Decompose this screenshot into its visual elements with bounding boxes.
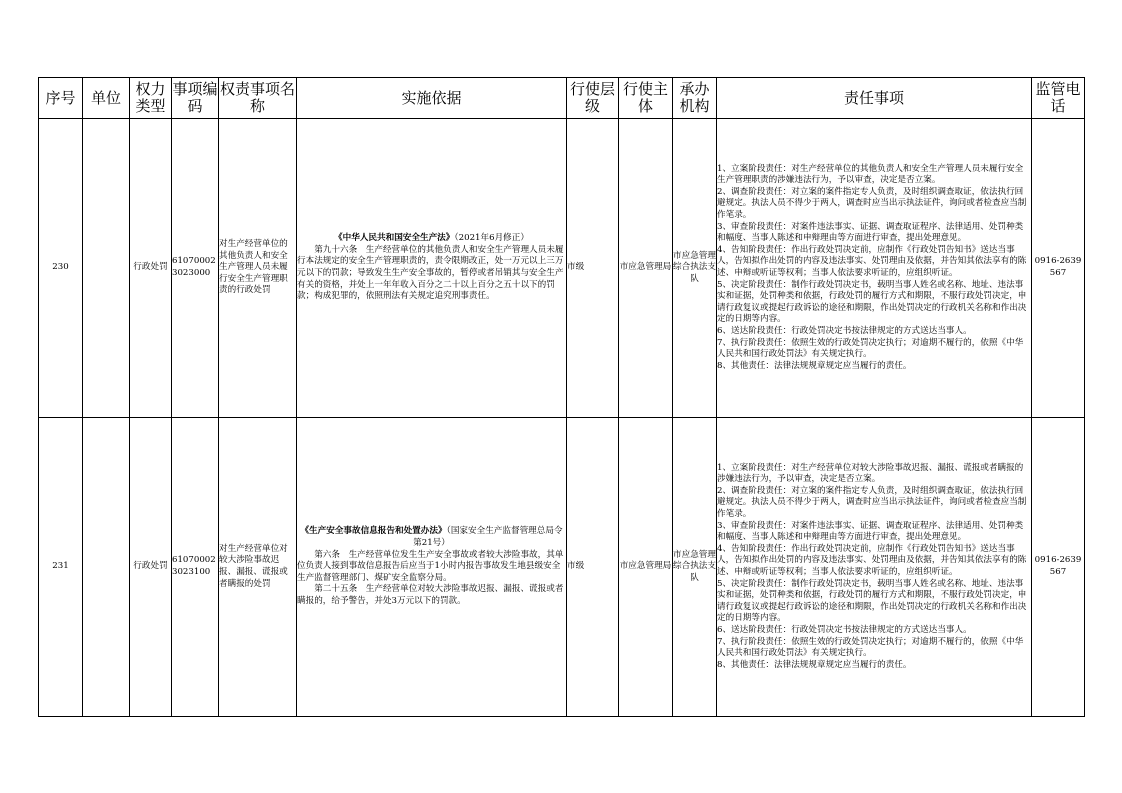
header-phone: 监管电话 bbox=[1032, 78, 1085, 119]
cell-level: 市级 bbox=[567, 418, 619, 717]
header-row bbox=[39, 78, 1085, 119]
basis-law-title: 《生产安全事故信息报告和处置办法》（国家安全生产监督管理总局令第21号） bbox=[300, 526, 563, 549]
power-list-table bbox=[38, 77, 1085, 717]
cell-item-code: 610700023023100 bbox=[172, 418, 219, 717]
header-level: 行使层级 bbox=[567, 78, 619, 119]
responsibility-item: 5、决定阶段责任：制作行政处罚决定书，载明当事人姓名或名称、地址、违法事实和证据，处罚种类和依据，行政处罚的履行方式和期限，不服行政处罚决定，申请行政复议或提起行政诉讼的途径和期限，作出处罚决定的行政机关名称和作出决定的日期等内容。 bbox=[717, 578, 1027, 624]
table-row bbox=[39, 418, 1085, 717]
responsibility-item: 1、立案阶段责任：对生产经营单位对较大涉险事故迟报、漏报、谎报或者瞒报的涉嫌违法行为，予以审查，决定是否立案。 bbox=[717, 462, 1024, 485]
cell-subject: 市应急管理局 bbox=[619, 119, 673, 418]
cell-agency: 市应急管理综合执法支队 bbox=[673, 418, 717, 717]
basis-law-title: 《中华人民共和国安全生产法》（2021年6月修正） bbox=[334, 233, 529, 244]
header-seq: 序号 bbox=[39, 78, 83, 119]
responsibility-item: 6、送达阶段责任：行政处罚决定书按法律规定的方式送达当事人。 bbox=[717, 325, 972, 336]
cell-responsibility bbox=[717, 418, 1032, 717]
cell-power-type: 行政处罚 bbox=[130, 418, 172, 717]
responsibility-item: 7、执行阶段责任：依照生效的行政处罚决定执行；对逾期不履行的，依照《中华人民共和国行政处罚法》有关规定执行。 bbox=[717, 636, 1024, 659]
responsibility-item: 4、告知阶段责任：作出行政处罚决定前，应制作《行政处罚告知书》送达当事人，告知拟作出处罚的内容及违法事实、处罚理由及依据，并告知其依法享有的陈述、申辩或听证等权利；当事人依法要求听证的，应组织听证。 bbox=[717, 543, 1027, 577]
cell-responsibility bbox=[717, 119, 1032, 418]
cell-level: 市级 bbox=[567, 119, 619, 418]
responsibility-item: 8、其他责任：法律法规规章规定应当履行的责任。 bbox=[717, 659, 912, 670]
responsibility-item: 5、决定阶段责任：制作行政处罚决定书，载明当事人姓名或名称、地址、违法事实和证据，处罚种类和依据，行政处罚的履行方式和期限，不服行政处罚决定，申请行政复议或提起行政诉讼的途径和期限，作出处罚决定的行政机关名称和作出决定的日期等内容。 bbox=[717, 279, 1027, 325]
cell-phone: 0916-2639567 bbox=[1032, 418, 1085, 717]
header-responsibility: 责任事项 bbox=[717, 78, 1032, 119]
header-power-type: 权力类型 bbox=[130, 78, 172, 119]
responsibility-item: 8、其他责任：法律法规规章规定应当履行的责任。 bbox=[717, 360, 912, 371]
responsibility-item: 4、告知阶段责任：作出行政处罚决定前，应制作《行政处罚告知书》送达当事人，告知拟作出处罚的内容及违法事实、处罚理由及依据，并告知其依法享有的陈述、申辩或听证等权利；当事人依法要求听证的，应组织听证。 bbox=[717, 244, 1027, 278]
responsibility-item: 2、调查阶段责任：对立案的案件指定专人负责，及时组织调查取证，依法执行回避规定。执法人员不得少于两人，调查时应当出示执法证件，询问或者检查应当制作笔录。 bbox=[717, 186, 1027, 221]
header-item-code: 事项编码 bbox=[172, 78, 219, 119]
cell-power-type: 行政处罚 bbox=[130, 119, 172, 418]
responsibility-item: 7、执行阶段责任：依照生效的行政处罚决定执行；对逾期不履行的，依照《中华人民共和国行政处罚法》有关规定执行。 bbox=[717, 337, 1024, 360]
cell-item-name: 对生产经营单位的其他负责人和安全生产管理人员未履行安全生产管理职责的行政处罚 bbox=[219, 119, 297, 418]
responsibility-item: 2、调查阶段责任：对立案的案件指定专人负责，及时组织调查取证，依法执行回避规定。执法人员不得少于两人，调查时应当出示执法证件，询问或者检查应当制作笔录。 bbox=[717, 485, 1027, 520]
cell-agency: 市应急管理综合执法支队 bbox=[673, 119, 717, 418]
header-agency: 承办机构 bbox=[673, 78, 717, 119]
responsibility-item: 3、审查阶段责任：对案件违法事实、证据、调查取证程序、法律适用、处罚种类和幅度、当事人陈述和申辩理由等方面进行审查，提出处理意见。 bbox=[717, 221, 1024, 244]
cell-item-name: 对生产经营单位对较大涉险事故迟报、漏报、谎报或者瞒报的处罚 bbox=[219, 418, 297, 717]
cell-subject: 市应急管理局 bbox=[619, 418, 673, 717]
cell-unit bbox=[83, 119, 130, 418]
header-unit: 单位 bbox=[83, 78, 130, 119]
cell-item-code: 610700023023000 bbox=[172, 119, 219, 418]
responsibility-item: 6、送达阶段责任：行政处罚决定书按法律规定的方式送达当事人。 bbox=[717, 624, 972, 635]
basis-article: 第六条 生产经营单位发生生产安全事故或者较大涉险事故，其单位负责人接到事故信息报告后应当于1小时内报告事故发生地县级安全生产监督管理部门、煤矿安全监察分局。 bbox=[297, 549, 564, 583]
header-item-name: 权责事项名称 bbox=[219, 78, 297, 119]
header-subject: 行使主体 bbox=[619, 78, 673, 119]
cell-basis bbox=[297, 119, 567, 418]
header-basis: 实施依据 bbox=[297, 78, 567, 119]
basis-article: 第九十六条 生产经营单位的其他负责人和安全生产管理人员未履行本法规定的安全生产管理职责的，责令限期改正，处一万元以上三万元以下的罚款；导致发生生产安全事故的，暂停或者吊销其与安全生产有关的资格，并处上一年年收入百分之二十以上百分之五十以下的罚款；构成犯罪的，依照刑法有关规定追究刑事责任。 bbox=[297, 244, 564, 302]
cell-seq: 231 bbox=[39, 418, 83, 717]
responsibility-item: 3、审查阶段责任：对案件违法事实、证据、调查取证程序、法律适用、处罚种类和幅度、当事人陈述和申辩理由等方面进行审查，提出处理意见。 bbox=[717, 520, 1024, 543]
cell-seq: 230 bbox=[39, 119, 83, 418]
responsibility-item: 1、立案阶段责任：对生产经营单位的其他负责人和安全生产管理人员未履行安全生产管理职责的涉嫌违法行为，予以审查，决定是否立案。 bbox=[717, 163, 1024, 186]
table-row bbox=[39, 119, 1085, 418]
cell-unit bbox=[83, 418, 130, 717]
cell-phone: 0916-2639567 bbox=[1032, 119, 1085, 418]
basis-article: 第二十五条 生产经营单位对较大涉险事故迟报、漏报、谎报或者瞒报的，给予警告，并处3万元以下的罚款。 bbox=[297, 584, 564, 606]
cell-basis bbox=[297, 418, 567, 717]
